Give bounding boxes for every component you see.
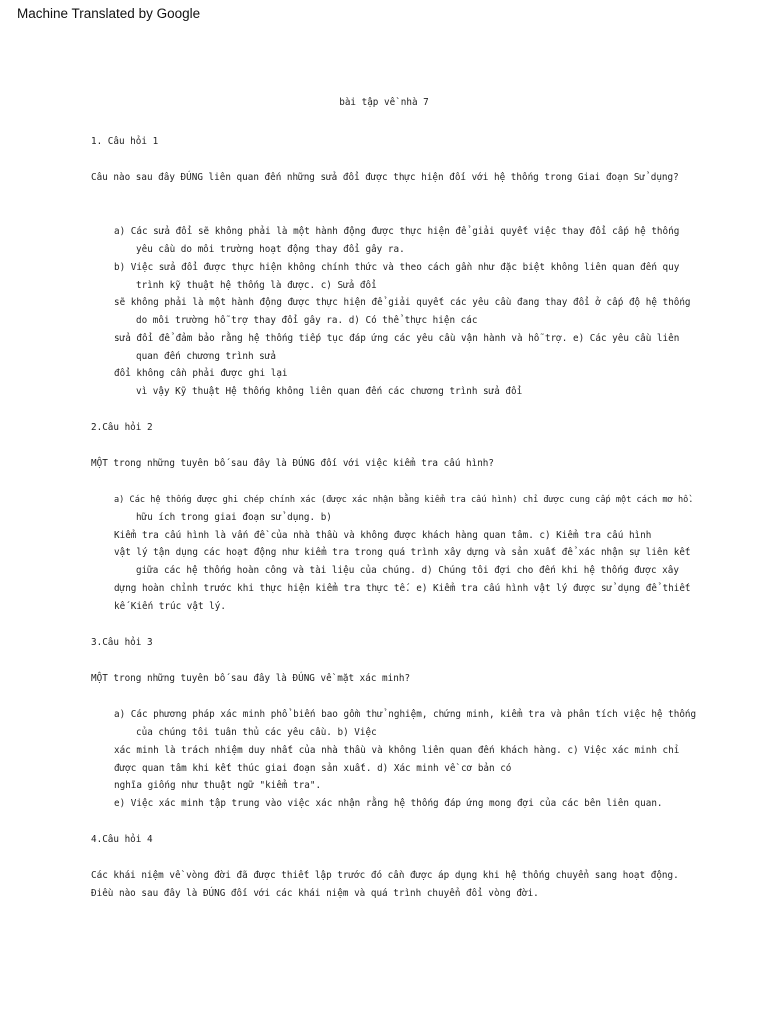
question-2-line: hữu ích trong giai đoạn sử dụng. b) bbox=[136, 512, 332, 523]
question-1-line: yêu cầu do môi trường hoạt động thay đổi gây ra. bbox=[136, 244, 405, 255]
question-3-line: xác minh là trách nhiệm duy nhất của nhà thầu và không liên quan đến khách hàng. c) Việc xác minh chỉ bbox=[114, 745, 680, 756]
question-2-line: giữa các hệ thống hoàn công và tài liệu của chúng. d) Chúng tôi đợi cho đến khi hệ thống được xây bbox=[136, 565, 679, 576]
question-2-line: a) Các hệ thống được ghi chép chính xác (được xác nhận bằng kiểm tra cấu hình) chỉ được cung cấp một cách mơ hồ. bbox=[114, 495, 694, 505]
question-1-line: trình kỹ thuật hệ thống là được. c) Sửa đổi bbox=[136, 280, 377, 291]
question-2-line: dựng hoàn chỉnh trước khi thực hiện kiểm tra thực tế. e) Kiểm tra cấu hình vật lý được sử dụng để thiết bbox=[114, 583, 691, 594]
question-3-line: nghĩa giống như thuật ngữ "kiểm tra". bbox=[114, 780, 322, 791]
question-2-line: kế Kiến trúc vật lý. bbox=[114, 601, 226, 612]
question-1-line: sửa đổi để đảm bảo rằng hệ thống tiếp tục đáp ứng các yêu cầu vận hành và hỗ trợ. e) Các yêu cầu liên bbox=[114, 333, 680, 344]
question-4-line: Các khái niệm về vòng đời đã được thiết lập trước đó cần được áp dụng khi hệ thống chuyển sang hoạt động. bbox=[91, 870, 679, 881]
question-3-prompt: MỘT trong những tuyên bố sau đây là ĐÚNG về mặt xác minh? bbox=[91, 673, 411, 684]
question-1-prompt: Câu nào sau đây ĐÚNG liên quan đến những sửa đổi được thực hiện đối với hệ thống trong Giai đoạn Sử dụng? bbox=[91, 172, 679, 183]
question-1-heading: 1. Câu hỏi 1 bbox=[91, 136, 159, 147]
question-3-line: của chúng tôi tuân thủ các yêu cầu. b) Việc bbox=[136, 727, 377, 738]
machine-translation-banner: Machine Translated by Google bbox=[17, 6, 201, 21]
question-1-line: quan đến chương trình sửa bbox=[136, 351, 276, 362]
question-4-heading: 4.Câu hỏi 4 bbox=[91, 834, 153, 845]
question-1-line: sẽ không phải là một hành động được thực hiện để giải quyết các yêu cầu đang thay đổi ở cấp độ hệ thống bbox=[114, 297, 691, 308]
question-2-line: vật lý tận dụng các hoạt động như kiểm tra trong quá trình xây dựng và sản xuất để xác nhận sự liên kết bbox=[114, 547, 691, 558]
question-3-line: a) Các phương pháp xác minh phổ biến bao gồm thử nghiệm, chứng minh, kiểm tra và phân tích việc hệ thống bbox=[114, 709, 697, 720]
question-3-heading: 3.Câu hỏi 3 bbox=[91, 637, 153, 648]
question-1-line: b) Việc sửa đổi được thực hiện không chính thức và theo cách gần như đặc biệt không liên quan đến quy bbox=[114, 262, 680, 273]
question-1-line: vì vậy Kỹ thuật Hệ thống không liên quan đến các chương trình sửa đổi bbox=[136, 386, 523, 397]
question-3-line: e) Việc xác minh tập trung vào việc xác nhận rằng hệ thống đáp ứng mong đợi của các bên liên quan. bbox=[114, 798, 663, 809]
question-2-line: Kiểm tra cấu hình là vấn đề của nhà thầu và không được khách hàng quan tâm. c) Kiểm tra cấu hình bbox=[114, 530, 652, 541]
question-2-heading: 2.Câu hỏi 2 bbox=[91, 422, 153, 433]
question-4-line: Điều nào sau đây là ĐÚNG đối với các khái niệm và quá trình chuyển đổi vòng đời. bbox=[91, 888, 539, 899]
question-1-line: a) Các sửa đổi sẽ không phải là một hành động được thực hiện để giải quyết việc thay đổi cấp hệ thống bbox=[114, 226, 680, 237]
document-title: bài tập về nhà 7 bbox=[339, 97, 429, 108]
question-1-line: do môi trường hỗ trợ thay đổi gây ra. d) Có thể thực hiện các bbox=[136, 315, 478, 326]
question-2-prompt: MỘT trong những tuyên bố sau đây là ĐÚNG đối với việc kiểm tra cấu hình? bbox=[91, 458, 494, 469]
question-1-line: đổi không cần phải được ghi lại bbox=[114, 368, 288, 379]
question-3-line: được quan tâm khi kết thúc giai đoạn sản xuất. d) Xác minh về cơ bản có bbox=[114, 763, 512, 774]
